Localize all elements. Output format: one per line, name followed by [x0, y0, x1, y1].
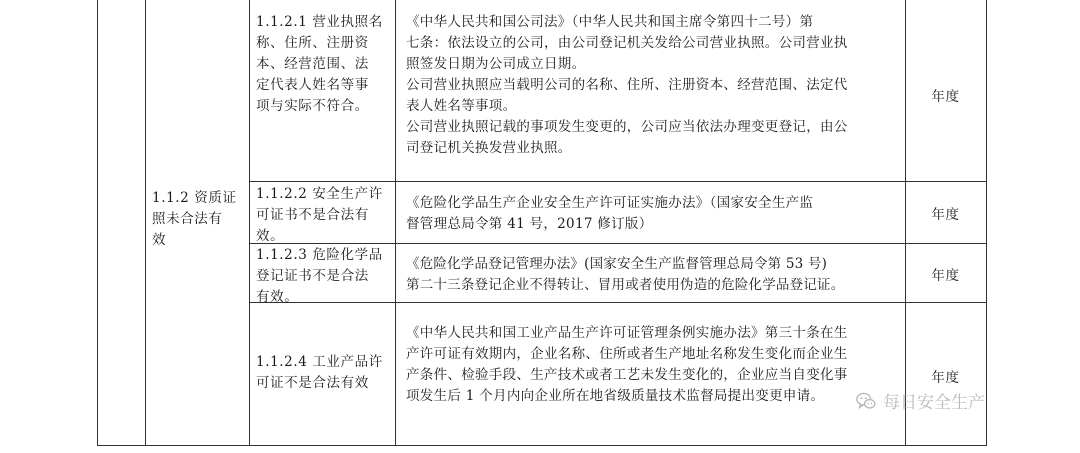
- basis-line: 照签发日期为公司成立日期。: [406, 56, 586, 72]
- item-cell-2: [256, 184, 388, 247]
- basis-line: 产条件、检验手段、生产技术或者工艺未发生变化的，企业应当自变化事: [406, 367, 848, 383]
- category-cell: [152, 188, 240, 251]
- frequency-cell-2: 年度: [931, 207, 960, 223]
- item-line: 1.1.2.1 营业执照名: [256, 14, 383, 30]
- item-line: 称、住所、注册资: [256, 35, 369, 51]
- basis-line: 《中华人民共和国工业产品生产许可证管理条例实施办法》第三十条在生: [406, 325, 848, 341]
- basis-cell-1: [406, 12, 900, 159]
- table-border: [395, 0, 396, 446]
- item-line: 可证不是合法有效: [256, 375, 369, 391]
- basis-line: 第二十三条登记企业不得转让、冒用或者使用伪造的危险化学品登记证。: [406, 277, 845, 293]
- item-line: 本、经营范围、法: [256, 56, 369, 72]
- basis-cell-4: [406, 323, 900, 407]
- item-line: 有效。: [256, 289, 299, 305]
- basis-line: 表人姓名等事项。: [406, 98, 517, 114]
- basis-line: 公司营业执照记载的事项发生变更的，公司应当依法办理变更登记，由公: [406, 119, 848, 135]
- item-line: 1.1.2.4 工业产品许: [256, 354, 383, 370]
- basis-line: 《中华人民共和国公司法》（中华人民共和国主席令第四十二号）第: [406, 14, 814, 30]
- basis-line: 产许可证有效期内，企业名称、住所或者生产地址名称发生变化而企业生: [406, 346, 848, 362]
- basis-line: 《危险化学品生产企业安全生产许可证实施办法》（国家安全生产监: [406, 195, 814, 211]
- item-cell-3: [256, 245, 388, 308]
- table-border: [145, 0, 146, 446]
- item-line: 可证书不是合法有: [256, 207, 369, 223]
- row-divider: [249, 181, 987, 182]
- basis-cell-2: [406, 193, 900, 235]
- frequency-cell-4: 年度: [931, 370, 960, 386]
- item-line: 1.1.2.3 危险化学品: [256, 247, 383, 263]
- watermark: [855, 388, 985, 413]
- wechat-icon: [855, 390, 877, 412]
- item-line: 登记证书不是合法: [256, 268, 369, 284]
- item-cell-1: [256, 12, 388, 117]
- table-border: [97, 0, 98, 446]
- basis-line: 督管理总局令第 41 号，2017 修订版）: [406, 216, 653, 232]
- basis-cell-3: [406, 254, 900, 296]
- item-line: 项与实际不符合。: [256, 98, 369, 114]
- basis-line: 项发生后 1 个月内向企业所在地省级质量技术监督局提出变更申请。: [406, 388, 825, 404]
- table-border: [249, 0, 250, 446]
- category-line: 照未合法有: [152, 211, 223, 227]
- table-border: [986, 0, 987, 446]
- table-bottom-border: [97, 445, 987, 446]
- watermark-text: 每日安全生产: [883, 393, 985, 413]
- item-line: 效。: [256, 228, 285, 244]
- basis-line: 司登记机关换发营业执照。: [406, 140, 572, 156]
- basis-line: 公司营业执照应当载明公司的名称、住所、注册资本、经营范围、法定代: [406, 77, 848, 93]
- item-line: 定代表人姓名等事: [256, 77, 369, 93]
- item-line: 1.1.2.2 安全生产许: [256, 186, 383, 202]
- item-cell-4: [256, 352, 388, 394]
- basis-line: 七条：依法设立的公司，由公司登记机关发给公司营业执照。公司营业执: [406, 35, 848, 51]
- frequency-cell-1: 年度: [931, 89, 960, 105]
- category-line: 1.1.2 资质证: [152, 190, 237, 206]
- category-line: 效: [152, 232, 167, 248]
- basis-line: 《危险化学品登记管理办法》(国家安全生产监督管理总局令第 53 号): [406, 256, 828, 272]
- frequency-cell-3: 年度: [931, 268, 960, 284]
